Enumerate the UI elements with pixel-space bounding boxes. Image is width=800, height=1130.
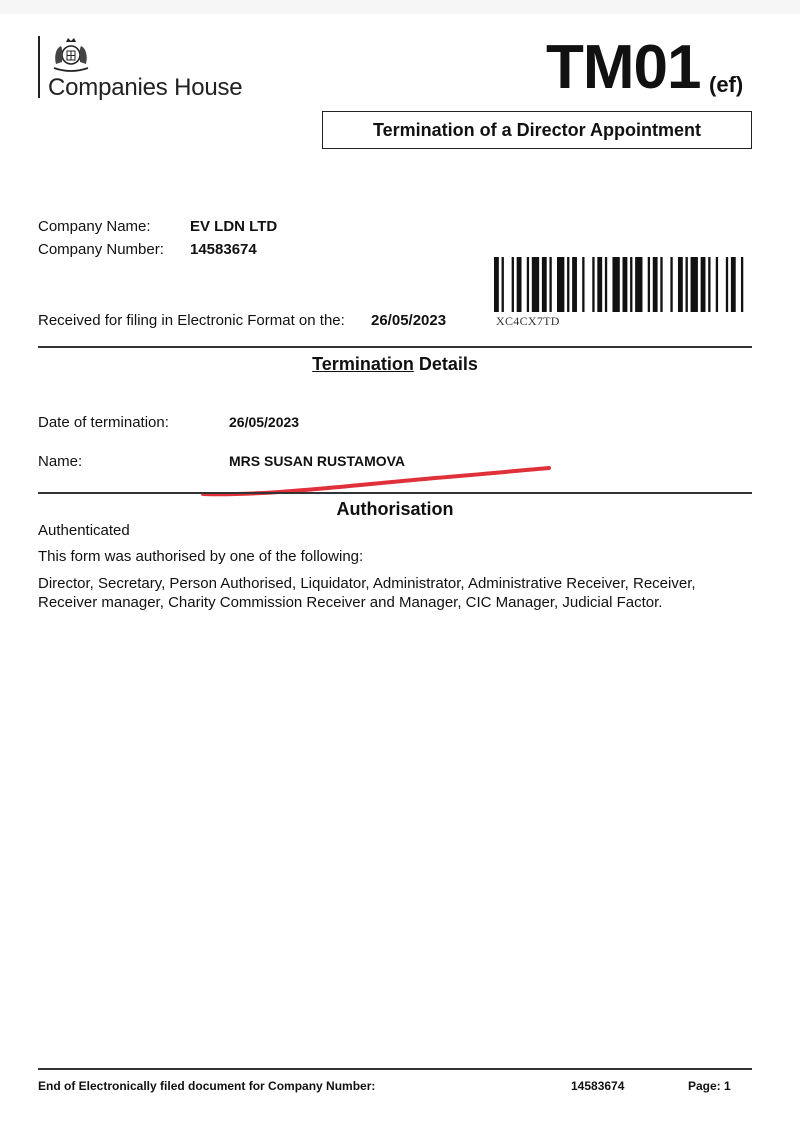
barcode-icon [494, 257, 746, 312]
barcode-bar [605, 257, 607, 312]
termination-heading-underlined: Termination [312, 354, 414, 374]
barcode-bar [678, 257, 683, 312]
authentication-status: Authenticated [38, 522, 130, 539]
company-number-value: 14583674 [190, 241, 257, 258]
red-marker-annotation [195, 462, 555, 502]
barcode-bar [726, 257, 728, 312]
footer-page-number: Page: 1 [688, 1079, 731, 1093]
authorised-roles: Director, Secretary, Person Authorised, Liquidator, Administrator, Administrative Receiver, Receiver, Receiver manager, Charity Commission Receiver and Manager, CIC Manager, Judicial Factor. [38, 575, 696, 611]
barcode-bar [731, 257, 736, 312]
barcode-bar [572, 257, 577, 312]
footer-end-text: End of Electronically filed document for Company Number: [38, 1079, 376, 1093]
barcode-bar [660, 257, 662, 312]
barcode-bar [557, 257, 564, 312]
form-suffix: (ef) [709, 72, 744, 97]
barcode-bar [527, 257, 529, 312]
barcode-bar [630, 257, 632, 312]
form-title-box [322, 111, 752, 149]
barcode-bar [635, 257, 642, 312]
received-label: Received for filing in Electronic Format on the: [38, 312, 345, 329]
barcode-bar [612, 257, 619, 312]
form-title: Termination of a Director Appointment [372, 119, 701, 140]
barcode-bar [701, 257, 706, 312]
company-number-label: Company Number: [38, 241, 164, 258]
barcode-bar [597, 257, 602, 312]
barcode-bar [686, 257, 688, 312]
termination-date-label: Date of termination: [38, 414, 169, 431]
termination-heading-rest: Details [413, 354, 478, 374]
barcode-bar [549, 257, 551, 312]
authorisation-heading: Authorisation [336, 499, 454, 519]
barcode-bar [512, 257, 514, 312]
barcode-bar [708, 257, 710, 312]
received-date: 26/05/2023 [371, 312, 447, 329]
director-name-value: MRS SUSAN RUSTAMOVA [229, 453, 406, 469]
barcode-bar [592, 257, 594, 312]
barcode-text: XC4CX7TD [496, 314, 560, 328]
barcode-bar [716, 257, 718, 312]
barcode-bar [494, 257, 499, 312]
barcode-bar [517, 257, 522, 312]
barcode-bar [567, 257, 569, 312]
document-page [0, 14, 800, 1130]
royal-coat-of-arms-icon [48, 34, 94, 74]
barcode-bar [741, 257, 743, 312]
barcode-bar [691, 257, 698, 312]
director-name-label: Name: [38, 453, 83, 470]
barcode-bar [670, 257, 672, 312]
barcode-bar [623, 257, 628, 312]
barcode-bar [532, 257, 539, 312]
barcode-bar [653, 257, 658, 312]
divider [38, 492, 752, 494]
termination-date-value: 26/05/2023 [229, 414, 300, 430]
logo-divider [38, 36, 40, 98]
footer-divider [38, 1068, 752, 1070]
organisation-name: Companies House [48, 74, 243, 101]
company-name-label: Company Name: [38, 218, 151, 235]
barcode-bar [582, 257, 584, 312]
divider [38, 346, 752, 348]
form-code: TM01 [546, 33, 701, 102]
barcode-bar [502, 257, 504, 312]
termination-heading [38, 354, 752, 375]
barcode-bar [542, 257, 547, 312]
footer-company-number: 14583674 [571, 1079, 625, 1093]
company-name-value: EV LDN LTD [190, 218, 278, 235]
authorisation-intro: This form was authorised by one of the following: [38, 548, 364, 565]
barcode-bar [648, 257, 650, 312]
